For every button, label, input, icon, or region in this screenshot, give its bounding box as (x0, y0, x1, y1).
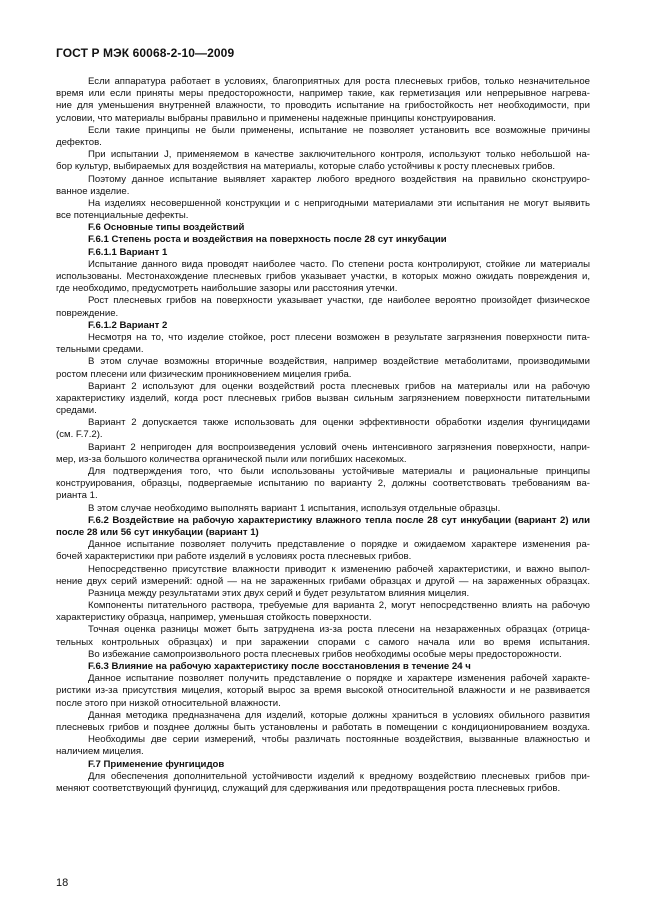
text-line: Непосредственно присутствие влажности приводит к изменению рабочей характеристики, и важно выпол- (88, 563, 590, 575)
text-line: время или если приняты меры предосторожности, например такие, как герметизация или непрерывное нагрева- (56, 88, 590, 100)
text-line: бор культур, выбираемых для воздействия на материалы, которые слабо устойчивы к росту плесневых грибов. (56, 161, 556, 173)
text-line: Точная оценка разницы может быть затруднена из-за роста плесени на незараженных образцах (отрица- (88, 624, 590, 636)
text-line: Рост плесневых грибов на поверхности указывает участки, где наиболее вероятно произойдет физическое (88, 295, 590, 307)
text-line: плесневых грибов и позднее должны быть установлены и работать в помещении с кондиционированием воздуха. (56, 721, 590, 733)
text-line: все потенциальные дефекты. (56, 210, 189, 222)
page-body (56, 76, 590, 795)
section-heading: F.6.3 Влияние на рабочую характеристику после восстановления в течение 24 ч (88, 661, 471, 672)
text-line: Компоненты питательного раствора, требуемые для варианта 2, могут непосредственно влиять на рабочую (88, 600, 590, 612)
section-heading: F.6 Основные типы воздействий (88, 222, 245, 234)
text-line: Испытание данного вида проводят наиболее часто. По степени роста контролируют, стойкие ли материалы (88, 258, 590, 270)
text-line: нение двух серий измерений: одной — на не зараженных грибами образцах и другой — на зараженных образцах. (56, 575, 590, 587)
text-line: бочей характеристики при работе изделий в условиях роста плесневых грибов. (56, 551, 412, 563)
text-line: Данное испытание позволяет получить представление о порядке и ожидаемом характере изменения ра- (88, 539, 590, 551)
text-line: использованы. Местонахождение плесневых грибов указывает участки, в которых можно ожидать повреждения и, (56, 271, 590, 282)
text-line: Необходимы две серии измерений, чтобы различать постоянные воздействия, вызванные влажностью и (88, 734, 590, 746)
text-line: Разница между результатами этих двух серий и будет результатом влияния мицелия. (88, 587, 470, 599)
text-line: На изделиях несовершенной конструкции и с непригодными материалами эти испытания не могут выявить (88, 197, 590, 209)
text-line: ние для уменьшения внутренней влажности, то проводить испытание на грибостойкость нет необходимости, при (56, 100, 590, 112)
text-line: Поэтому данное испытание выявляет характер любого вредного воздействия на правильно сконструиро- (88, 173, 590, 185)
text-line: Данная методика предназначена для изделий, которые должны храниться в условиях обильного развития (88, 709, 590, 721)
text-line: характеристику изделий, когда рост плесневых грибов вызван сильным загрязнением поверхности питательными (56, 392, 590, 404)
text-line: рианта 1. (56, 490, 98, 502)
section-heading: F.6.1 Степень роста и воздействия на поверхность после 28 сут инкубации (88, 234, 447, 246)
page-number: 18 (56, 877, 69, 889)
text-line: наличием мицелия. (56, 746, 144, 758)
text-line: ростом плесени или физическим проникновением мицелия гриба. (56, 368, 352, 380)
text-line: Данное испытание позволяет получить представление о порядке и характере изменения рабочей характе- (88, 673, 590, 685)
text-line: Для подтверждения того, что были использованы устойчивые материалы и рациональные принципы (88, 466, 590, 477)
text-line: меняют соответствующий фунгицид, служащий для сдерживания или предотвращения роста плесневых грибов. (56, 782, 561, 794)
text-line: тельных контрольных образцах) и при заражении спорами с самого начала или во время испытания. (56, 636, 590, 648)
text-line: ванное изделие. (56, 185, 130, 197)
text-line: тельными средами. (56, 344, 144, 356)
section-heading: F.6.2 Воздействие на рабочую характеристику влажного тепла после 28 сут инкубации (вариант 2) или (88, 514, 590, 526)
section-heading: F.6.1.1 Вариант 1 (88, 246, 168, 258)
text-line: Во избежание самопроизвольного роста плесневых грибов необходимы особые меры предосторожности. (88, 648, 562, 660)
text-line: Несмотря на то, что изделие стойкое, рост плесени возможен в результате загрязнения поверхности пита- (88, 331, 590, 343)
page-header-title: ГОСТ Р МЭК 60068-2-10—2009 (56, 46, 235, 60)
text-line: ристики из-за присутствия мицелия, который вырос за время высокой относительной влажности и не развивается (56, 685, 590, 697)
text-line: При испытании J, применяемом в качестве заключительного контроля, используют только небольшой на- (88, 149, 590, 161)
text-line: Для обеспечения дополнительной устойчивости изделий к вредному воздействию плесневых грибов при- (88, 770, 590, 782)
text-line: конструирования, образцы, подвергаемые испытанию по варианту 2, должны соответствовать требованиям ва- (56, 478, 590, 490)
section-heading: F.6.1.2 Вариант 2 (88, 319, 168, 331)
text-line: В этом случае необходимо выполнять вариант 1 испытания, используя отдельные образцы. (88, 502, 501, 514)
text-line: средами. (56, 405, 97, 417)
text-line: мер, из-за большого количества органической пыли или погибших насекомых. (56, 453, 407, 465)
text-line: (см. F.7.2). (56, 429, 103, 441)
text-line: где необходимо, предусмотреть наибольшие зазоры или расстояния утечки. (56, 283, 398, 295)
text-line: Вариант 2 допускается также использовать для оценки эффективности обработки изделия фунгицидами (88, 417, 590, 429)
section-heading: F.7 Применение фунгицидов (88, 758, 225, 770)
text-line: Если аппаратура работает в условиях, благоприятных для роста плесневых грибов, только незначительное (88, 76, 590, 87)
text-line: после этого при низкой относительной влажности. (56, 697, 281, 709)
text-line: Вариант 2 непригоден для воспроизведения условий очень интенсивного загрязнения поверхности, напри- (88, 441, 590, 453)
text-line: дефектов. (56, 136, 102, 148)
section-heading: после 28 или 56 сут инкубации (вариант 1) (56, 526, 259, 538)
text-line: характеристику образца, например, уменьшая стойкость поверхности. (56, 612, 372, 624)
text-line: Вариант 2 используют для оценки воздействий роста плесневых грибов на материалы или на рабочую (88, 380, 590, 392)
text-line: Если такие принципы не были применены, испытание не позволяет установить все возможные причины (88, 124, 590, 136)
text-line: В этом случае возможны вторичные воздействия, например воздействие метаболитами, производимыми (88, 356, 590, 368)
text-line: повреждение. (56, 307, 119, 319)
text-line: условии, что материалы выбраны правильно и применены надежные принципы конструирования. (56, 112, 496, 124)
